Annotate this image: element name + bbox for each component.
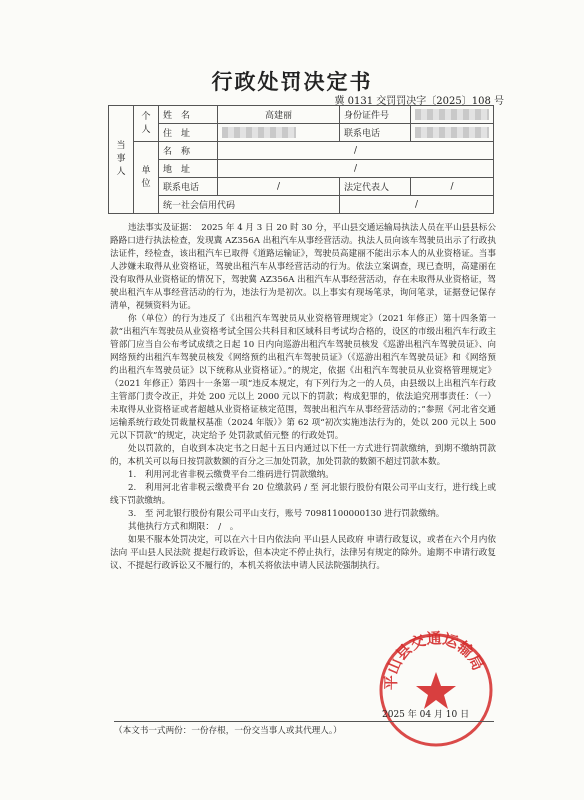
payment-method-1: 1. 利用河北省非税云缴费平台二维码进行罚款缴纳。	[128, 470, 334, 480]
credit-code-label: 统一社会信用代码	[159, 196, 340, 214]
document-number: 冀 0131 交罚罚决字〔2025〕108 号	[334, 96, 504, 107]
credit-code-value: /	[340, 196, 494, 214]
entity-phone-value: /	[218, 178, 340, 196]
id-value	[411, 106, 494, 124]
legal-rep-value: /	[411, 178, 494, 196]
party-label: 当事人	[109, 106, 134, 214]
document-body	[110, 222, 496, 573]
individual-label: 个人	[134, 106, 159, 142]
entity-phone-label: 联系电话	[159, 178, 218, 196]
facts-paragraph: 违法事实及证据： 2025 年 4 月 3 日 20 时 30 分，平山县交通运输局执法人员在平山县县标公路路口进行执法检查，发现冀 AZ356A 出租汽车从事经营活动。执法人员向该车驾驶员出示了行政执法证件，经检查，该出租汽车已取得《道路运输证》，驾驶员高建丽不能出示本人的从业资格证。当事人涉嫌未取得从业资格证，驾驶出租汽车从事经营活动的行为。依法立案调查，现已查明，高建丽在没有取得从业资格证的情况下，驾驶冀 AZ356A 出租汽车从事经营活动，存在未取得从业资格证，驾驶出租汽车从事经营活动的行为，违法行为是初次。以上事实有现场笔录，询问笔录，证据登记保存清单，视频资料为证。	[110, 223, 496, 311]
document-title: 行政处罚决定书	[211, 70, 373, 94]
payment-method-2: 2. 利用河北省非税云缴费平台 20 位缴款码 / 至 河北银行股份有限公司平山支行，进行线上或线下罚款缴纳。	[110, 483, 496, 506]
entity-address-value: /	[218, 160, 494, 178]
signature-date: 2025 年 04 月 10 日	[382, 710, 470, 720]
name-value: 高建丽	[218, 106, 340, 124]
violation-paragraph: 你（单位）的行为违反了《出租汽车驾驶员从业资格管理规定》（2021 年修正）第十四条第一款“出租汽车驾驶员从业资格考试全国公共科目和区域科目考试均合格的，设区的市级出租汽车行政主管部门应当自公布考试成绩之日起 10 日内向巡游出租汽车驾驶员核发《巡游出租汽车驾驶员证》、向网络预约出租汽车驾驶员核发《网络预约出租汽车驾驶员证》（《巡游出租汽车驾驶员证》和《网络预约出租汽车驾驶员证》以下统称从业资格证）。”的规定，依据《出租汽车驾驶员从业资格管理规定》（2021 年修正）第四十一条第一项“违反本规定，有下列行为之一的人员，由县级以上出租汽车行政主管部门责令改正，并处 200 元以上 2000 元以下的罚款；构成犯罪的，依法追究刑事责任：（一）未取得从业资格证或者超越从业资格证核定范围，驾驶出租汽车从事经营活动的；”参照《河北省交通运输系统行政处罚裁量权基准（2024 年版）》第 62 项“初次实施违法行为的，处以 200 元以上 500 元以下罚款”的规定，决定给予 处罚款贰佰元整 的行政处罚。	[110, 314, 496, 441]
name-label: 姓 名	[159, 106, 218, 124]
payment-intro: 处以罚款的，自收到本决定书之日起十五日内通过以下任一方式进行罚款缴纳，到期不缴纳罚款的，本机关可以每日按罚款数额的百分之三加处罚款，加处罚款的数额不超过罚款本数。	[110, 444, 496, 467]
address-label: 住 址	[159, 124, 218, 142]
seal-text: 平山县交通运输局	[381, 630, 488, 691]
legal-rep-label: 法定代表人	[340, 178, 411, 196]
redacted-mark	[415, 109, 489, 120]
entity-name-value: /	[218, 142, 494, 160]
footer-note: （本文书一式两份：一份存根，一份交当事人或其代理人。）	[114, 721, 494, 736]
party-info-table	[108, 105, 494, 214]
id-label: 身份证件号	[340, 106, 411, 124]
entity-address-label: 地 址	[159, 160, 218, 178]
phone-label: 联系电话	[340, 124, 411, 142]
redacted-mark	[415, 127, 489, 138]
redacted-mark	[222, 127, 296, 138]
phone-value	[411, 124, 494, 142]
address-value	[218, 124, 340, 142]
other-methods: 其他执行方式和期限： / 。	[128, 522, 239, 532]
seal-star-icon	[416, 672, 456, 709]
payment-method-3: 3. 至 河北银行股份有限公司平山支行，账号 70981100000130 进行罚款缴纳。	[128, 509, 445, 519]
entity-name-label: 名 称	[159, 142, 218, 160]
appeal-paragraph: 如果不服本处罚决定，可以在六十日内依法向 平山县人民政府 申请行政复议，或者在六个月内依法向 平山县人民法院 提起行政诉讼，但本决定不停止执行，法律另有规定的除外。逾期不申请行政复议、不提起行政诉讼又不履行的，本机关将依法申请人民法院强制执行。	[110, 535, 496, 571]
entity-label: 单位	[134, 142, 159, 214]
